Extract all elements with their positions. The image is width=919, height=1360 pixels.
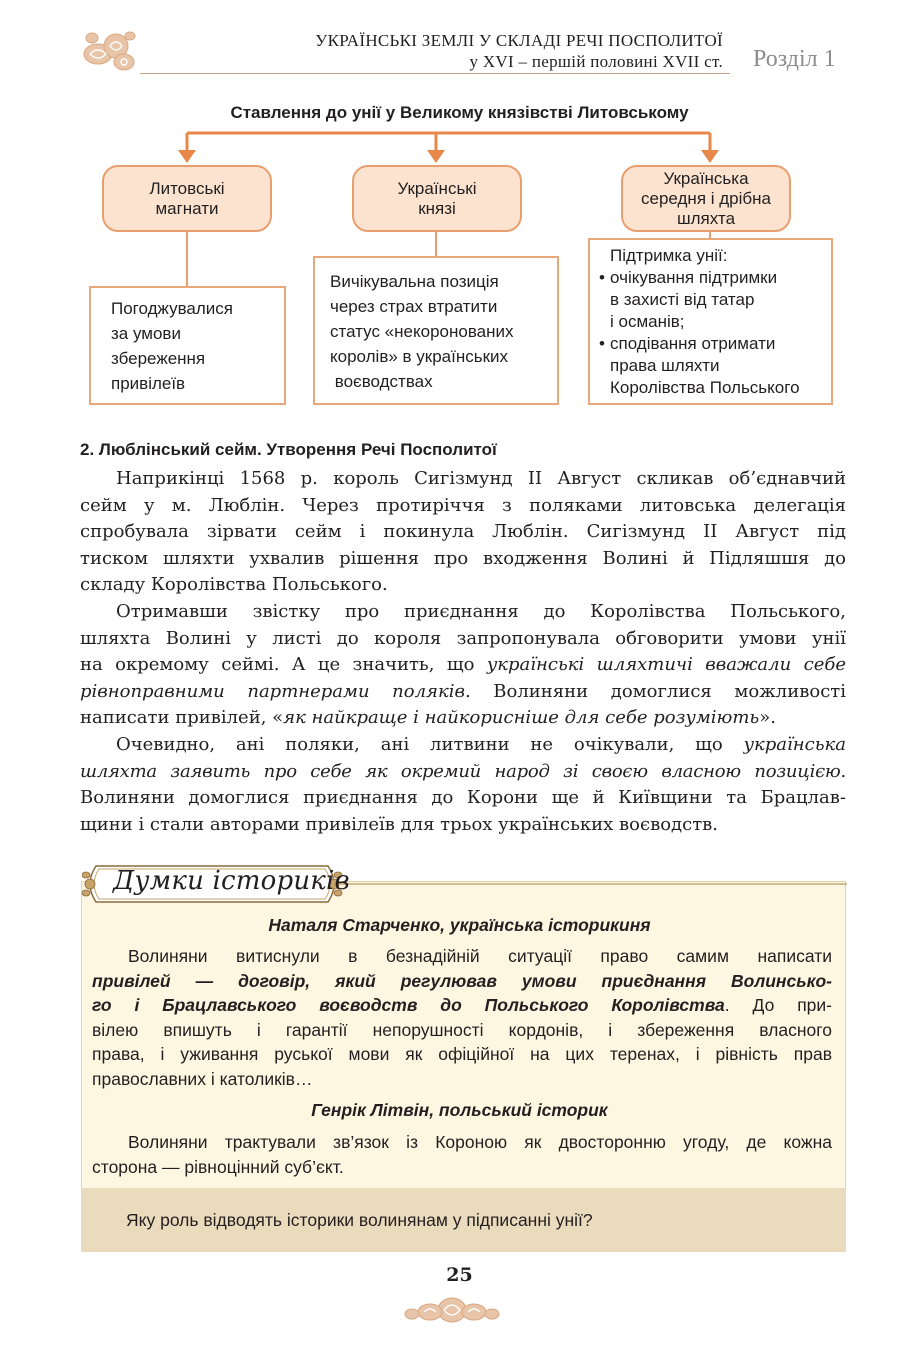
- position-box-magnates: [89, 286, 286, 405]
- paragraph: [80, 466, 846, 599]
- text-run: Очевидно, ані поляки, ані литвини не очікували, що: [116, 733, 744, 755]
- text-line: Отримавши звістку про приєднання до Королівства Польського,: [116, 600, 846, 622]
- position-heading: Підтримка унії:: [610, 246, 728, 265]
- group-name-line: Українські: [397, 178, 477, 198]
- text-line: складу Королівства Польського.: [80, 574, 388, 596]
- group-name-line: Українська: [663, 168, 749, 188]
- text-line: [80, 705, 846, 732]
- emphasis-text: рівноправними партнерами поляків: [80, 680, 465, 702]
- position-line: Погоджувалися: [111, 299, 233, 318]
- paragraph: [80, 732, 846, 838]
- text-line: спробувала зірвати сейм і покинула Люблін. Сигізмунд ІІ Август під: [80, 521, 846, 543]
- text-line: [80, 759, 846, 786]
- bullet-line: Королівства Польського: [610, 378, 800, 397]
- text-run: ».: [759, 707, 776, 729]
- diagram-title: Ставлення до унії у Великому князівстві Литовському: [230, 103, 689, 122]
- bullet-line: і османів;: [610, 312, 685, 331]
- text-run: .: [840, 760, 846, 782]
- header-title-line1: УКРАЇНСЬКІ ЗЕМЛІ У СКЛАДІ РЕЧІ ПОСПОЛИТОЇ: [315, 31, 723, 50]
- emphasis-text: шляхта заявить про себе як окремий народ зі своєю власною позицією: [80, 760, 841, 782]
- quote-author: Генрік Літвін, польський історик: [311, 1100, 608, 1120]
- text-line: [80, 679, 846, 706]
- text-run: написати привілей, «: [80, 707, 284, 729]
- section-heading: 2. Люблінський сейм. Утворення Речі Посполитої: [80, 440, 497, 459]
- body-text: [80, 466, 846, 838]
- quote-line: [92, 969, 832, 994]
- position-line: воєводствах: [330, 372, 433, 391]
- position-box-princes: [313, 256, 559, 405]
- quote-line: [92, 993, 832, 1018]
- text-line: шляхта Волині у листі до короля запропонувала обговорити умови унії: [80, 627, 846, 649]
- position-line: за умови: [111, 324, 181, 343]
- group-name-line: Литовські: [149, 178, 225, 198]
- bullet-line: права шляхти: [610, 356, 720, 375]
- group-lithuanian-magnates: [102, 165, 272, 232]
- group-name-line: князі: [418, 198, 456, 218]
- quote-text: [92, 944, 832, 1091]
- quote-line: вілею впишуть і гарантії непорушності кордонів, і збереження власного: [92, 1019, 832, 1040]
- text-line: тиском шляхти ухвалив рішення про входження Волині й Підляшшя до: [80, 547, 846, 569]
- quote-line: Волиняни трактували зв’язок із Короною як двосторонню угоду, де кожна: [128, 1132, 832, 1152]
- arrow-down-icon: [427, 150, 445, 163]
- arrow-down-icon: [701, 150, 719, 163]
- paragraph: [80, 599, 846, 732]
- quote-line: сторона — рівноцінний суб’єкт.: [92, 1156, 344, 1177]
- quote-emphasis: го і Брацлавського воєводств до Польського Королівства: [92, 995, 725, 1015]
- group-name-line: середня і дрібна: [641, 188, 771, 208]
- review-question: Яку роль відводять історики волинянам у підписанні унії?: [126, 1210, 593, 1230]
- group-name-line: шляхта: [676, 208, 736, 228]
- position-line: статус «некоронованих: [330, 322, 514, 341]
- header-title-line2: у XVI – першій половині XVII ст.: [469, 52, 723, 71]
- position-line: Вичікувальна позиція: [330, 272, 499, 291]
- quote-line: православних і католиків…: [92, 1068, 313, 1089]
- arrow-down-icon: [178, 150, 196, 163]
- quote-author: Наталя Старченко, українська історикиня: [268, 915, 651, 935]
- floral-ornament-icon: [402, 1290, 502, 1330]
- position-box-gentry: [588, 238, 833, 405]
- position-line: збереження: [111, 349, 206, 368]
- text-line: Волиняни домоглися приєднання до Корони ще й Київщини та Брацлав-: [80, 787, 846, 809]
- page-number: 25: [446, 1264, 473, 1286]
- emphasis-text: українська: [743, 733, 846, 755]
- text-run: на окремому сеймі. А це значить, що: [80, 654, 487, 676]
- historians-banner-label: Думки істориків: [113, 866, 350, 896]
- group-ukrainian-princes: [352, 165, 522, 232]
- text-line: сейм у м. Люблін. Через протиріччя з поляками литовська делегація: [80, 494, 846, 516]
- text-run: . До при-: [724, 995, 833, 1015]
- quote-line: права, і уживання руської мови як офіційної на цих теренах, і рівність прав: [92, 1044, 832, 1064]
- quote-emphasis: привілей — договір, який регулював умови приєднання Волинсько-: [92, 970, 832, 991]
- group-name-line: магнати: [155, 198, 219, 218]
- bullet-line: • очікування підтримки: [599, 267, 831, 289]
- section-label: Розділ 1: [753, 46, 836, 72]
- position-line: через страх втратити: [330, 297, 498, 316]
- bullet-line: • сподівання отримати: [599, 333, 831, 355]
- text-line: Наприкінці 1568 р. король Сигізмунд ІІ Август скликав об’єднавчий: [116, 468, 846, 489]
- bullet-line: в захисті від татар: [610, 290, 755, 309]
- text-line: щини і стали авторами привілеїв для трьох українських воєводств.: [80, 813, 719, 835]
- position-line: привілеїв: [111, 374, 186, 393]
- quote-text: [92, 1130, 832, 1179]
- quote-line: Волиняни витиснули в безнадійній ситуації право самим написати: [128, 946, 832, 966]
- position-line: королів» в українських: [330, 347, 509, 366]
- text-line: [80, 732, 846, 759]
- text-line: [80, 652, 846, 679]
- group-ukrainian-gentry: [621, 165, 791, 232]
- emphasis-text: українські шляхтичі вважали себе: [486, 654, 846, 676]
- text-run: . Волиняни домоглися можливості: [464, 680, 846, 702]
- emphasis-text: як найкраще і найкорисніше для себе розуміють: [283, 707, 760, 729]
